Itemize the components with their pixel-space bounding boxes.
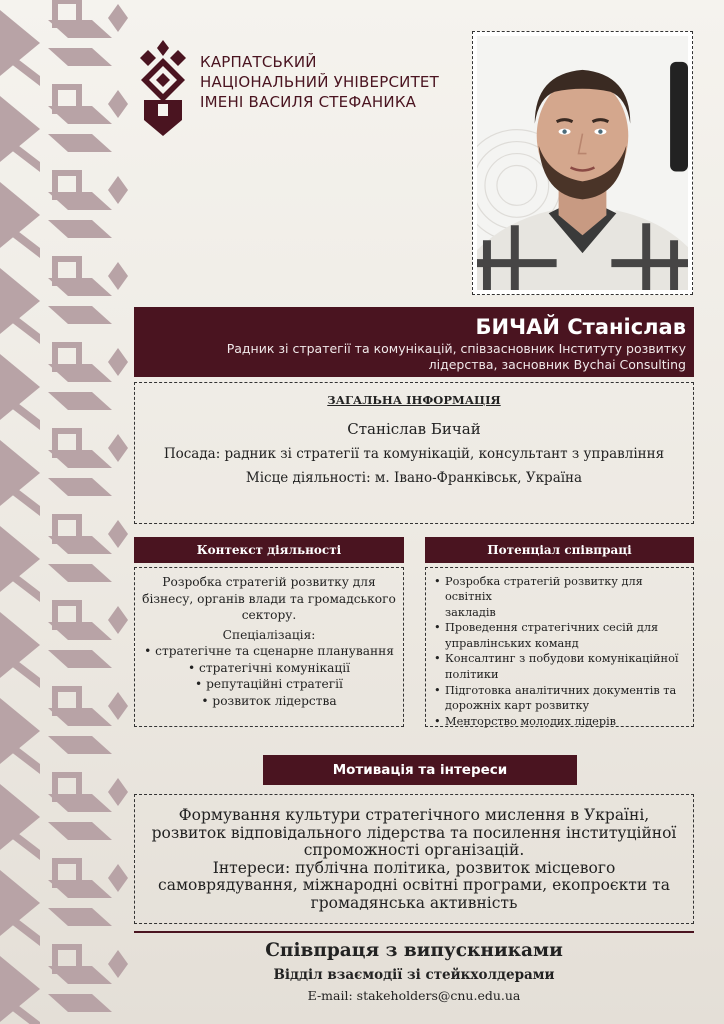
footer-title: Співпраця з випускниками [265, 940, 563, 961]
person-role-line: Радник зі стратегії та комунікацій, співзасновник Інституту розвитку [226, 341, 686, 356]
motivation-line: громадянська активність [310, 893, 518, 912]
context-spec-item: • репутаційні стратегії [195, 677, 343, 691]
general-info-name: Станіслав Бичай [347, 420, 481, 438]
motivation-line: розвиток відповідального лідерства та посилення інституційної [151, 823, 677, 842]
cooperation-section-title: Потенціал співпраці [425, 537, 694, 563]
context-box [134, 567, 404, 727]
general-info-position: Посада: радник зі стратегії та комунікацій, консультант з управління [163, 446, 665, 462]
footer-email-link[interactable]: E-mail: stakeholders@cnu.edu.ua [307, 988, 521, 1003]
general-info-location: Місце діяльності: м. Івано-Франківськ, Україна [245, 470, 583, 486]
context-section-title: Контекст діяльності [134, 537, 404, 563]
context-spec-label: Спеціалізація: [222, 627, 316, 642]
context-spec-item: • розвиток лідерства [201, 693, 337, 708]
embroidery-ornament [0, 0, 130, 1024]
university-name-line: НАЦІОНАЛЬНИЙ УНІВЕРСИТЕТ [200, 73, 439, 91]
name-banner [134, 307, 694, 377]
motivation-box [134, 794, 694, 924]
list-item: • Підготовка аналітичних документів та дорожніх карт розвитку [434, 683, 687, 714]
general-info-title: ЗАГАЛЬНА ІНФОРМАЦІЯ [327, 393, 501, 407]
university-name-line: КАРПАТСЬКИЙ [200, 53, 317, 71]
motivation-line: спроможності організацій. [303, 841, 525, 859]
cooperation-box [425, 567, 694, 727]
context-spec-item: • стратегічне та сценарне планування [144, 644, 394, 658]
footer-department: Відділ взаємодії зі стейкхолдерами [273, 967, 555, 983]
portrait-frame [472, 31, 693, 295]
university-name [200, 52, 460, 112]
context-spec-item: • стратегічні комунікації [187, 660, 351, 675]
cooperation-list [434, 574, 687, 729]
university-name-line: ІМЕНІ ВАСИЛЯ СТЕФАНИКА [200, 93, 417, 111]
list-item: • Консалтинг з побудови комунікаційної політики [434, 651, 687, 682]
footer [134, 937, 694, 1006]
context-intro-line: сектору. [241, 608, 297, 622]
footer-divider [134, 931, 694, 933]
motivation-line: Формування культури стратегічного мислення в Україні, [178, 806, 650, 824]
motivation-line: самоврядування, міжнародні освітні програми, екопроєкти та [158, 876, 670, 894]
list-item: • Розробка стратегій розвитку для освітніх закладів [434, 574, 687, 620]
portrait-photo [477, 36, 688, 290]
motivation-line: Інтереси: публічна політика, розвиток місцевого [212, 858, 616, 877]
context-intro-line: бізнесу, органів влади та громадського [142, 591, 396, 606]
motivation-section-title: Мотивація та інтереси [263, 755, 577, 785]
general-info-box [134, 382, 694, 524]
list-item: • Проведення стратегічних сесій для управлінських команд [434, 620, 687, 651]
list-item: • Менторство молодих лідерів [434, 714, 687, 729]
context-intro-line: Розробка стратегій розвитку для [162, 575, 376, 589]
person-role-line: лідерства, засновник Bychai Consulting [428, 357, 686, 372]
university-emblem-icon [138, 40, 188, 136]
person-name: БИЧАЙ Станіслав [475, 315, 686, 339]
